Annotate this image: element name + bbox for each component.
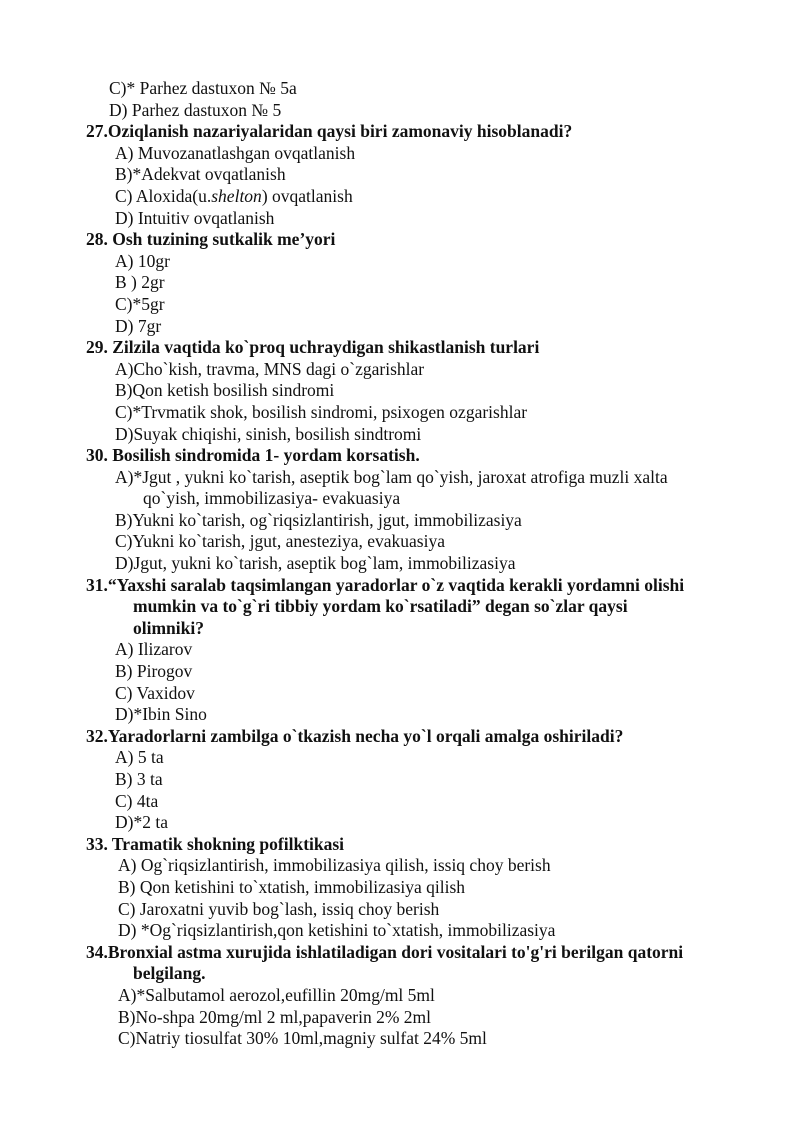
option-line-27: B) Pirogov bbox=[115, 661, 193, 682]
question-line-24: mumkin va to`g`ri tibbiy yordam ko`rsatiladi” degan so`zlar qaysi bbox=[133, 596, 628, 617]
question-line-2: 27.Oziqlanish nazariyalaridan qaysi biri zamonaviy hisoblanadi? bbox=[86, 121, 573, 142]
option-line-14: B)Qon ketish bosilish sindromi bbox=[115, 380, 335, 401]
option-line-1: D) Parhez dastuxon № 5 bbox=[109, 99, 282, 120]
option-line-36: A) Og`riqsizlantirish, immobilizasiya qilish, issiq choy berish bbox=[118, 855, 551, 876]
option-line-26: A) Ilizarov bbox=[115, 639, 193, 660]
question-line-41: belgilang. bbox=[133, 963, 206, 984]
option-line-28: C) Vaxidov bbox=[115, 682, 195, 703]
option-line-0: C)* Parhez dastuxon № 5a bbox=[109, 78, 297, 98]
option-line-38: C) Jaroxatni yuvib bog`lash, issiq choy berish bbox=[118, 898, 440, 919]
question-line-30: 32.Yaradorlarni zambilga o`tkazish necha yo`l orqali amalga oshiriladi? bbox=[86, 725, 624, 746]
option-line-13: A)Cho`kish, travma, MNS dagi o`zgarishlar bbox=[115, 358, 425, 379]
option-line-15: C)*Trvmatik shok, bosilish sindromi, psixogen ozgarishlar bbox=[115, 401, 528, 422]
option-line-16: D)Suyak chiqishi, sinish, bosilish sindtromi bbox=[115, 423, 422, 444]
option-line-43: B)No-shpa 20mg/ml 2 ml,papaverin 2% 2ml bbox=[118, 1006, 432, 1027]
option-line-29: D)*Ibin Sino bbox=[115, 704, 207, 725]
italic-term: shelton bbox=[211, 185, 262, 206]
option-line-31: A) 5 ta bbox=[115, 747, 164, 768]
question-line-35: 33. Tramatik shokning pofilktikasi bbox=[86, 833, 345, 854]
question-line-17: 30. Bosilish sindromida 1- yordam korsatish. bbox=[86, 445, 420, 466]
option-line-42: A)*Salbutamol aerozol,eufillin 20mg/ml 5ml bbox=[118, 984, 435, 1005]
option-line-19: qo`yish, immobilizasiya- evakuasiya bbox=[143, 488, 401, 509]
option-line-4: B)*Adekvat ovqatlanish bbox=[115, 164, 286, 185]
option-line-20: B)Yukni ko`tarish, og`riqsizlantirish, jgut, immobilizasiya bbox=[115, 509, 522, 530]
question-line-40: 34.Bronxial astma xurujida ishlatiladigan dori vositalari to'g'ri berilgan qatorni bbox=[86, 941, 684, 962]
option-line-44: C)Natriy tiosulfat 30% 10ml,magniy sulfat 24% 5ml bbox=[118, 1028, 487, 1049]
option-line-33: C) 4ta bbox=[115, 790, 159, 811]
option-line-10: C)*5gr bbox=[115, 293, 165, 314]
document-page bbox=[0, 78, 800, 1050]
option-line-3: A) Muvozanatlashgan ovqatlanish bbox=[115, 142, 356, 163]
option-line-8: A) 10gr bbox=[115, 250, 170, 271]
option-line-21: C)Yukni ko`tarish, jgut, anesteziya, evakuasiya bbox=[115, 531, 445, 552]
option-line-5: C) Aloxida(u.shelton) ovqatlanish bbox=[115, 185, 353, 206]
question-line-23: 31.“Yaxshi saralab taqsimlangan yaradorlar o`z vaqtida kerakli yordamni olishi bbox=[86, 574, 685, 595]
option-line-18: A)*Jgut , yukni ko`tarish, aseptik bog`lam qo`yish, jaroxat atrofiga muzli xalta bbox=[115, 466, 668, 487]
option-line-39: D) *Og`riqsizlantirish,qon ketishini to`xtatish, immobilizasiya bbox=[118, 920, 556, 941]
option-line-32: B) 3 ta bbox=[115, 769, 163, 789]
option-line-6: D) Intuitiv ovqatlanish bbox=[115, 207, 275, 228]
question-line-7: 28. Osh tuzining sutkalik me’yori bbox=[86, 229, 336, 250]
option-line-34: D)*2 ta bbox=[115, 812, 168, 833]
option-line-22: D)Jgut, yukni ko`tarish, aseptik bog`lam, immobilizasiya bbox=[115, 553, 516, 574]
option-line-37: B) Qon ketishini to`xtatish, immobilizasiya qilish bbox=[118, 876, 466, 897]
question-line-25: olimniki? bbox=[133, 617, 204, 638]
option-line-9: B ) 2gr bbox=[115, 272, 165, 293]
question-line-12: 29. Zilzila vaqtida ko`proq uchraydigan shikastlanish turlari bbox=[86, 337, 540, 358]
option-line-11: D) 7gr bbox=[115, 315, 162, 336]
